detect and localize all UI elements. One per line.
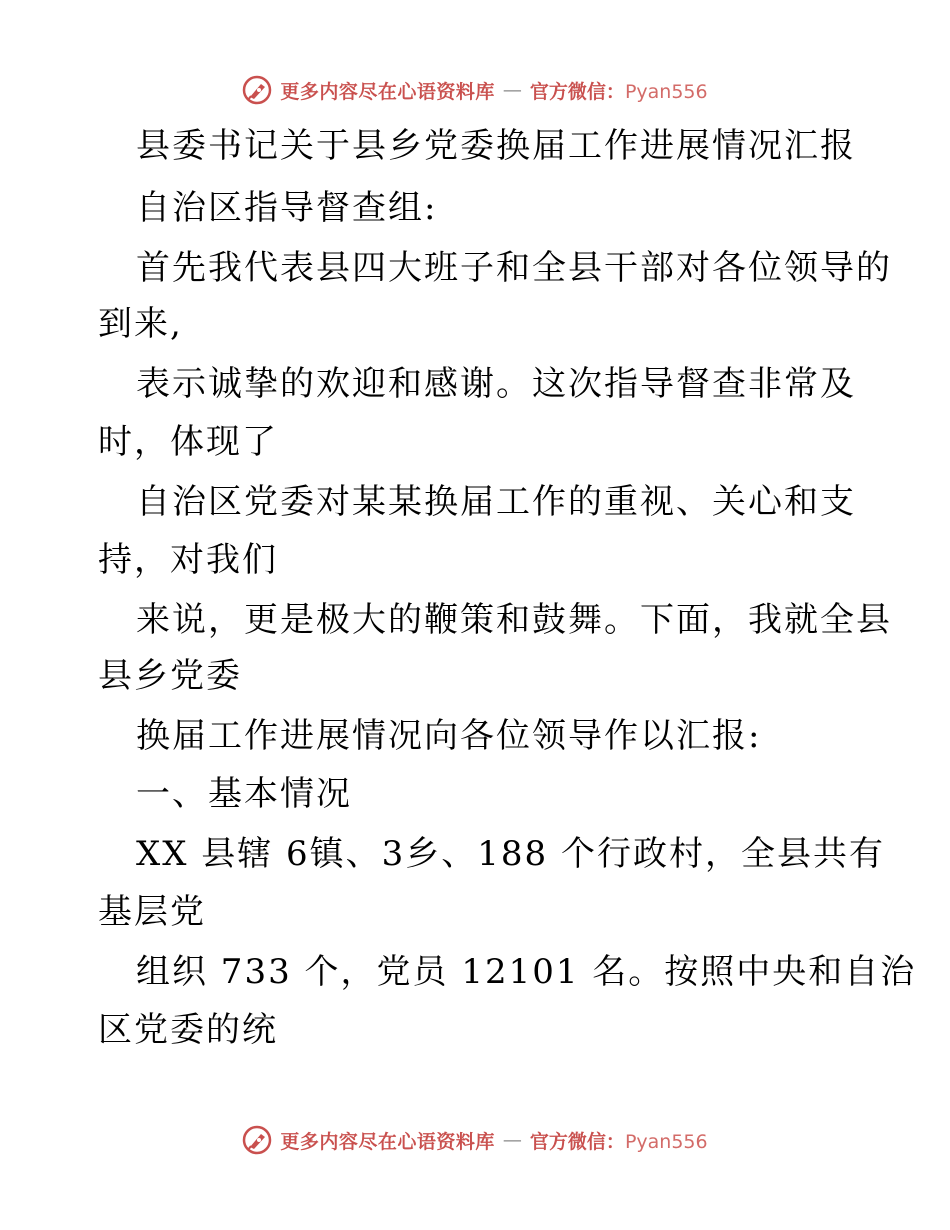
watermark-wechat-id: Pyan556 <box>624 1130 708 1153</box>
paragraph-line: 时，体现了 <box>98 422 278 462</box>
section-heading: 一、基本情况 <box>136 774 352 814</box>
pen-nib-logo-icon <box>242 1125 272 1155</box>
watermark-suffix-label: 官方微信： <box>529 80 625 103</box>
watermark-brand-text: 更多内容尽在心语资料库 <box>280 80 495 103</box>
header-watermark <box>0 70 950 110</box>
watermark-brand-text: 更多内容尽在心语资料库 <box>280 1130 495 1153</box>
salutation-line: 自治区指导督查组: <box>136 188 438 228</box>
watermark-wechat <box>530 77 708 104</box>
watermark-suffix-label: 官方微信： <box>529 1130 625 1153</box>
watermark-dash: — <box>502 1129 522 1151</box>
paragraph-line: 表示诚挚的欢迎和感谢。这次指导督查非常及 <box>136 364 856 404</box>
paragraph-line: 组织 733 个，党员 12101 名。按照中央和自治 <box>136 952 917 992</box>
paragraph-line: 县乡党委 <box>98 656 242 696</box>
watermark-wechat <box>530 1127 708 1154</box>
document-title: 县委书记关于县乡党委换届工作进展情况汇报 <box>136 126 856 166</box>
paragraph-line: 自治区党委对某某换届工作的重视、关心和支 <box>136 482 856 522</box>
paragraph-line: 到来, <box>98 304 183 344</box>
paragraph-line: 持，对我们 <box>98 540 278 580</box>
paragraph-line: XX 县辖 6镇、3乡、188 个行政村，全县共有 <box>136 834 885 874</box>
watermark-dash: — <box>502 79 522 101</box>
watermark-wechat-id: Pyan556 <box>624 80 708 103</box>
paragraph-line: 换届工作进展情况向各位领导作以汇报: <box>136 716 762 756</box>
paragraph-line: 区党委的统 <box>98 1010 278 1050</box>
paragraph-line: 首先我代表县四大班子和全县干部对各位领导的 <box>136 248 892 288</box>
paragraph-line: 来说，更是极大的鞭策和鼓舞。下面，我就全县 <box>136 600 892 640</box>
pen-nib-logo-icon <box>242 75 272 105</box>
footer-watermark <box>0 1120 950 1160</box>
paragraph-line: 基层党 <box>98 892 206 932</box>
